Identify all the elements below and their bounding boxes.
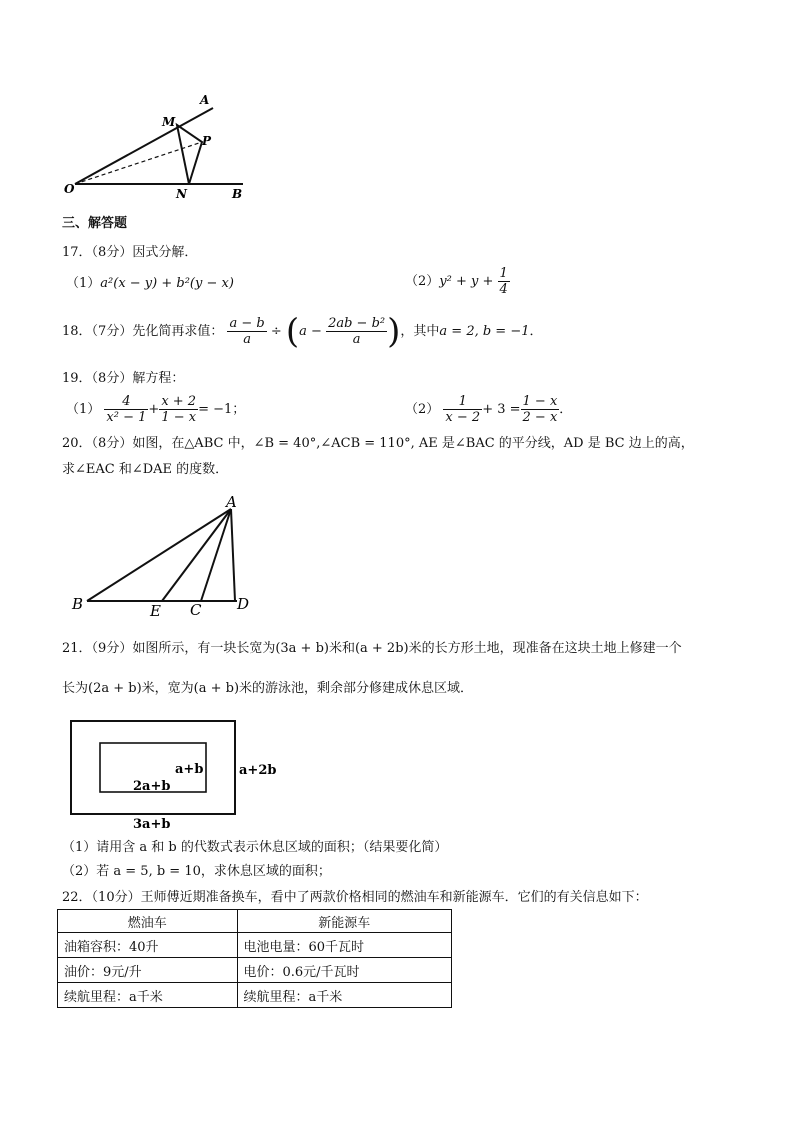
q17-part1-expr: a²(x − y) + b²(y − x)	[100, 276, 234, 291]
table-header-row	[58, 910, 452, 933]
q17-part1-label: （1）	[66, 276, 101, 291]
q17-heading: 17．（8分）因式分解．	[62, 245, 198, 260]
label-C: C	[190, 601, 202, 619]
q19-part1: （1） $\frac{4}{\text{x² − 1}}$ + $\frac{x + 2}{1 - x}$ = −1；	[66, 394, 246, 425]
table-row: 油价：9元/升 电价：0.6元/千瓦时	[58, 958, 452, 983]
outer-height-label: a+2b	[239, 763, 277, 778]
q19-heading: 19．（8分）解方程：	[62, 371, 185, 386]
q18-fraction-2: $\frac{\text{2ab − b²}}{a}$	[328, 316, 386, 347]
q17-part2-label: （2）	[405, 274, 440, 289]
label-A: A	[200, 93, 210, 107]
rectangle-figure	[65, 715, 290, 835]
inner-width-label: 2a+b	[133, 779, 171, 794]
label-B: B	[232, 187, 243, 201]
header-fuel-car: 燃油车	[58, 910, 238, 933]
q17-part2	[405, 266, 510, 297]
q18-fraction-1: $\frac{a - b}{a}$	[229, 316, 265, 347]
label-M: M	[162, 115, 176, 129]
label-P: P	[202, 134, 212, 148]
inner-height-label: a+b	[175, 762, 204, 777]
q18-heading: 18．（7分）先化简再求值：	[62, 324, 224, 339]
label-E: E	[150, 602, 161, 620]
q21-part1: （1）请用含 a 和 b 的代数式表示休息区域的面积；（结果要化简）	[62, 840, 448, 855]
label-B: B	[72, 595, 84, 613]
label-A: A	[226, 493, 237, 511]
q17-part2-expr: y² + y +	[439, 274, 494, 289]
table-row: 油箱容积：40升 电池电量：60千瓦时	[58, 933, 452, 958]
q21-line2: 长为(2a + b)米，宽为(a + b)米的游泳池，剩余部分修建成休息区域．	[62, 681, 474, 696]
header-ev-car: 新能源车	[237, 910, 452, 933]
angle-figure	[60, 90, 260, 205]
q21-part2: （2）若 a = 5, b = 10，求休息区域的面积；	[62, 864, 331, 879]
triangle-figure	[60, 490, 270, 620]
q22-heading: 22．（10分）王师傅近期准备换车，看中了两款价格相同的燃油车和新能源车．它们的有关信息如下：	[62, 890, 648, 905]
label-N: N	[176, 187, 187, 201]
table-row: 续航里程：a千米 续航里程：a千米	[58, 983, 452, 1008]
label-O: O	[64, 182, 75, 196]
q18-line: 18．（7分）先化简再求值： $\frac{a - b}{a}$ ÷ (a − $\frac{\text{2ab − b²}}{a}$ )，其中a = 2, b = −1．	[62, 311, 543, 352]
q21-line1: 21．（9分）如图所示，有一块长宽为(3a + b)米和(a + 2b)米的长方形土地，现准备在这块土地上修建一个	[62, 641, 682, 656]
outer-width-label: 3a+b	[133, 817, 171, 832]
q20-line1: 20．（8分）如图，在△ABC 中，∠B = 40°,∠ACB = 110°, AE 是∠BAC 的平分线，AD 是 BC 边上的高，	[62, 436, 694, 451]
q19-part2: （2） $\frac{1}{x - 2}$ + 3 = $\frac{1 - x}{2 - x}$ ．	[405, 394, 573, 425]
label-D: D	[237, 595, 250, 613]
q17-part1	[66, 274, 234, 294]
q17-fraction: $\frac{1}{4}$	[499, 266, 508, 297]
vehicle-info-table	[57, 909, 452, 1008]
q20-line2: 求∠EAC 和∠DAE 的度数．	[62, 462, 229, 477]
section-title: 三、解答题	[62, 216, 128, 231]
